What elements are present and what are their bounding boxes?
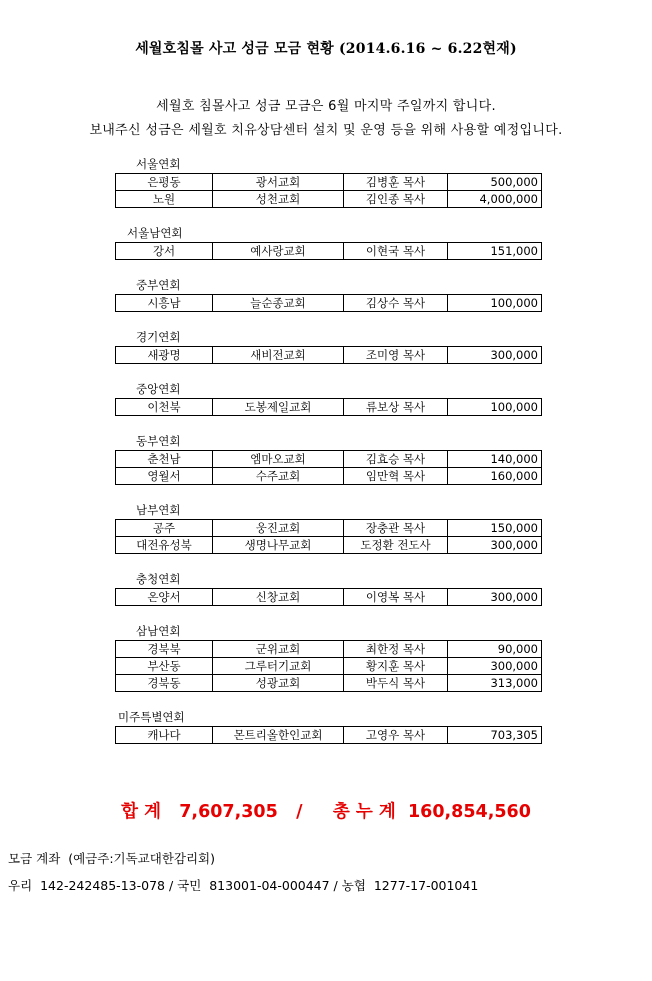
table-row xyxy=(116,641,542,658)
church-cell: 성천교회 xyxy=(213,191,344,208)
district-cell: 노원 xyxy=(116,191,213,208)
district-cell: 공주 xyxy=(116,520,213,537)
conference-name: 남부연회 xyxy=(136,503,181,517)
amount-cell: 100,000 xyxy=(448,399,542,416)
conference-group xyxy=(115,502,542,554)
donation-table xyxy=(115,450,542,485)
amount-cell: 300,000 xyxy=(448,589,542,606)
conference-group xyxy=(115,571,542,606)
account-numbers: 우리 142-242485-13-078 / 국민 813001-04-000447 / 농협 1277-17-001041 xyxy=(8,878,479,893)
district-cell: 온양서 xyxy=(116,589,213,606)
church-cell: 새비전교회 xyxy=(213,347,344,364)
conference-group xyxy=(115,156,542,208)
table-row xyxy=(116,295,542,312)
conference-group xyxy=(115,709,542,744)
amount-cell: 151,000 xyxy=(448,243,542,260)
pastor-cell: 도정환 전도사 xyxy=(344,537,448,554)
amount-cell: 300,000 xyxy=(448,347,542,364)
district-cell: 시흥남 xyxy=(116,295,213,312)
pastor-cell: 박두식 목사 xyxy=(344,675,448,692)
donation-table xyxy=(115,398,542,416)
church-cell: 생명나무교회 xyxy=(213,537,344,554)
district-cell: 대전유성북 xyxy=(116,537,213,554)
table-row xyxy=(116,468,542,485)
table-row xyxy=(116,675,542,692)
amount-cell: 150,000 xyxy=(448,520,542,537)
donation-table xyxy=(115,294,542,312)
table-row xyxy=(116,174,542,191)
notice-line-2: 보내주신 성금은 세월호 치유상담센터 설치 및 운영 등을 위해 사용할 예정입니다. xyxy=(89,123,563,138)
amount-cell: 140,000 xyxy=(448,451,542,468)
page-title: 세월호침몰 사고 성금 모금 현황 (2014.6.16 ~ 6.22현재) xyxy=(135,41,517,57)
table-row xyxy=(116,191,542,208)
amount-cell: 313,000 xyxy=(448,675,542,692)
donation-table xyxy=(115,346,542,364)
church-cell: 그루터기교회 xyxy=(213,658,344,675)
account-title: 모금 계좌 (예금주:기독교대한감리회) xyxy=(8,851,216,866)
conference-name: 중앙연회 xyxy=(136,382,181,396)
pastor-cell: 임만혁 목사 xyxy=(344,468,448,485)
church-cell: 신창교회 xyxy=(213,589,344,606)
amount-cell: 703,305 xyxy=(448,727,542,744)
donation-table xyxy=(115,519,542,554)
conference-name: 미주특별연회 xyxy=(118,710,185,724)
church-cell: 군위교회 xyxy=(213,641,344,658)
amount-cell: 160,000 xyxy=(448,468,542,485)
pastor-cell: 황지훈 목사 xyxy=(344,658,448,675)
conference-group xyxy=(115,329,542,364)
table-row xyxy=(116,399,542,416)
conference-group xyxy=(115,433,542,485)
table-row xyxy=(116,243,542,260)
pastor-cell: 장충관 목사 xyxy=(344,520,448,537)
district-cell: 새광명 xyxy=(116,347,213,364)
conference-name: 서울연회 xyxy=(136,157,181,171)
conference-group xyxy=(115,381,542,416)
amount-cell: 500,000 xyxy=(448,174,542,191)
total-summary: 합 계 7,607,305 / 총 누 계 160,854,560 xyxy=(121,802,531,822)
donation-groups xyxy=(115,156,542,761)
pastor-cell: 김병훈 목사 xyxy=(344,174,448,191)
district-cell: 이천북 xyxy=(116,399,213,416)
amount-cell: 100,000 xyxy=(448,295,542,312)
amount-cell: 90,000 xyxy=(448,641,542,658)
district-cell: 경북동 xyxy=(116,675,213,692)
district-cell: 부산동 xyxy=(116,658,213,675)
table-row xyxy=(116,347,542,364)
amount-cell: 4,000,000 xyxy=(448,191,542,208)
church-cell: 늘순종교회 xyxy=(213,295,344,312)
conference-name: 중부연회 xyxy=(136,278,181,292)
donation-table xyxy=(115,726,542,744)
table-row xyxy=(116,537,542,554)
church-cell: 엠마오교회 xyxy=(213,451,344,468)
amount-cell: 300,000 xyxy=(448,537,542,554)
pastor-cell: 최한정 목사 xyxy=(344,641,448,658)
donation-table xyxy=(115,173,542,208)
pastor-cell: 김효승 목사 xyxy=(344,451,448,468)
district-cell: 영월서 xyxy=(116,468,213,485)
church-cell: 도봉제일교회 xyxy=(213,399,344,416)
conference-name: 서울남연회 xyxy=(127,226,183,240)
church-cell: 광서교회 xyxy=(213,174,344,191)
church-cell: 예사랑교회 xyxy=(213,243,344,260)
conference-name: 동부연회 xyxy=(136,434,181,448)
table-row xyxy=(116,520,542,537)
pastor-cell: 김인종 목사 xyxy=(344,191,448,208)
table-row xyxy=(116,658,542,675)
district-cell: 강서 xyxy=(116,243,213,260)
pastor-cell: 고영우 목사 xyxy=(344,727,448,744)
church-cell: 수주교회 xyxy=(213,468,344,485)
conference-name: 충청연회 xyxy=(136,572,181,586)
donation-table xyxy=(115,588,542,606)
conference-group xyxy=(115,277,542,312)
conference-group xyxy=(115,623,542,692)
amount-cell: 300,000 xyxy=(448,658,542,675)
district-cell: 은평동 xyxy=(116,174,213,191)
pastor-cell: 이현국 목사 xyxy=(344,243,448,260)
pastor-cell: 류보상 목사 xyxy=(344,399,448,416)
donation-table xyxy=(115,242,542,260)
table-row xyxy=(116,589,542,606)
table-row xyxy=(116,451,542,468)
pastor-cell: 조미영 목사 xyxy=(344,347,448,364)
conference-name: 경기연회 xyxy=(136,330,181,344)
church-cell: 성광교회 xyxy=(213,675,344,692)
church-cell: 웅진교회 xyxy=(213,520,344,537)
district-cell: 춘천남 xyxy=(116,451,213,468)
district-cell: 캐나다 xyxy=(116,727,213,744)
donation-table xyxy=(115,640,542,692)
table-row xyxy=(116,727,542,744)
church-cell: 몬트리올한인교회 xyxy=(213,727,344,744)
pastor-cell: 김상수 목사 xyxy=(344,295,448,312)
notice-line-1: 세월호 침몰사고 성금 모금은 6월 마지막 주일까지 합니다. xyxy=(156,99,496,114)
conference-name: 삼남연회 xyxy=(136,624,181,638)
conference-group xyxy=(115,225,542,260)
pastor-cell: 이영복 목사 xyxy=(344,589,448,606)
district-cell: 경북북 xyxy=(116,641,213,658)
